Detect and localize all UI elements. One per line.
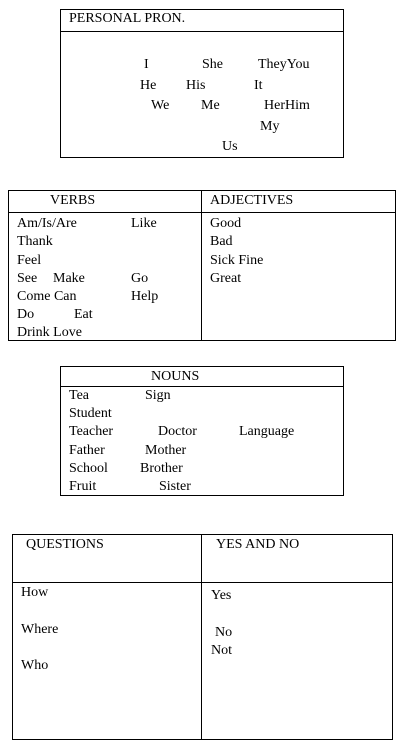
yesno-word: No (215, 625, 233, 640)
verb-word: Go (131, 271, 149, 286)
questions-header: QUESTIONS (26, 537, 104, 552)
yesno-word: Not (211, 643, 232, 658)
pronoun-word: We (151, 98, 170, 113)
verb-word: Like (131, 216, 157, 231)
pronouns-header-divider (60, 31, 344, 32)
question-word: How (21, 585, 49, 600)
verb-word: Come Can (17, 289, 77, 304)
adjective-word: Great (210, 271, 242, 286)
verbs-adjectives-header-divider (8, 212, 396, 213)
pronoun-word: He (140, 78, 157, 93)
question-word: Where (21, 622, 59, 637)
pronouns-header: PERSONAL PRON. (69, 11, 186, 26)
nouns-header: NOUNS (151, 369, 200, 384)
noun-word: Brother (140, 461, 183, 476)
pronoun-word: She (202, 57, 223, 72)
adjective-word: Good (210, 216, 242, 231)
noun-word: School (69, 461, 108, 476)
noun-word: Language (239, 424, 295, 439)
adjective-word: Bad (210, 234, 233, 249)
questions-yesno-table (12, 534, 393, 740)
yesno-word: Yes (211, 588, 232, 603)
verb-word: Thank (17, 234, 53, 249)
verb-word: Help (131, 289, 159, 304)
pronoun-word: My (260, 119, 280, 134)
noun-word: Father (69, 443, 105, 458)
noun-word: Sister (159, 479, 191, 494)
questions-yesno-header-divider (12, 582, 393, 583)
verbs-adjectives-column-divider (201, 190, 202, 341)
noun-word: Doctor (158, 424, 197, 439)
adjective-word: Sick Fine (210, 253, 264, 268)
pronoun-word: HerHim (264, 98, 310, 113)
verb-word: Drink Love (17, 325, 82, 340)
verb-word: Make (53, 271, 85, 286)
pronoun-word: It (254, 78, 263, 93)
pronoun-word: Us (222, 139, 238, 154)
questions-yesno-column-divider (201, 534, 202, 740)
pronoun-word: I (144, 57, 149, 72)
verb-word: See (17, 271, 38, 286)
noun-word: Teacher (69, 424, 114, 439)
pronoun-word: TheyYou (258, 57, 310, 72)
verb-word: Do (17, 307, 35, 322)
verb-word: Eat (74, 307, 93, 322)
adjectives-header: ADJECTIVES (210, 193, 294, 208)
nouns-header-divider (60, 386, 344, 387)
noun-word: Mother (145, 443, 187, 458)
noun-word: Student (69, 406, 112, 421)
pronoun-word: Me (201, 98, 220, 113)
question-word: Who (21, 658, 49, 673)
noun-word: Tea (69, 388, 90, 403)
pronoun-word: His (186, 78, 206, 93)
verb-word: Am/Is/Are (17, 216, 77, 231)
verbs-header: VERBS (50, 193, 96, 208)
verb-word: Feel (17, 253, 42, 268)
yesno-header: YES AND NO (216, 537, 300, 552)
noun-word: Fruit (69, 479, 97, 494)
noun-word: Sign (145, 388, 171, 403)
